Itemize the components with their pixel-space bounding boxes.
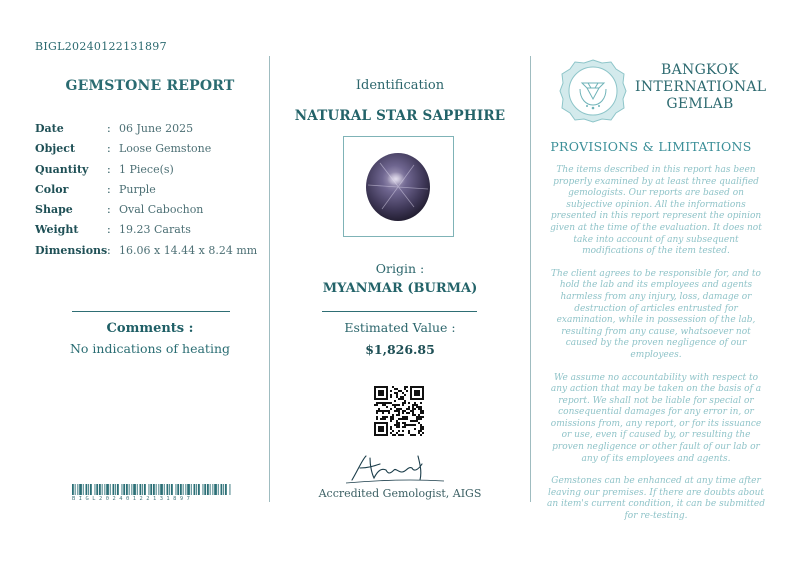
- star-sapphire-image: [344, 137, 453, 236]
- lab-name: [635, 62, 765, 113]
- lab-name-line: BANGKOK: [661, 62, 739, 78]
- barcode-icon: [72, 484, 232, 495]
- gemologist-signature-label: Accredited Gemologist, AIGS: [318, 487, 482, 500]
- detail-row-quantity: [35, 160, 265, 180]
- detail-row-shape: [35, 200, 265, 220]
- detail-label: Color: [35, 182, 69, 196]
- identification-label: Identification: [355, 78, 445, 93]
- detail-row-date: [35, 119, 265, 139]
- provisions-paragraph: The client agrees to be responsible for, and to hold the lab and its employees and agents harmless from any injury, loss, damage or destruction of articles entrusted for examination, while in possession of the lab, resulting from any cause, whatsoever not caused by the proven negligence of our employees.: [551, 268, 761, 360]
- provisions-paragraph: The items described in this report has been properly examined by at least three qualified gemologists. Our reports are based on subjective opinion. All the informations presented in this report represent the opinion given at the time of the evaluation. It does not take into account of any subsequent modifications of the item tested.: [550, 165, 762, 257]
- detail-row-object: [35, 139, 265, 159]
- gemlab-seal-icon: [558, 57, 628, 125]
- detail-value: 19.23 Carats: [119, 223, 191, 237]
- detail-colon: :: [107, 122, 111, 135]
- provisions-text: [545, 165, 767, 534]
- detail-label: Weight: [35, 223, 79, 237]
- origin-value: MYANMAR (BURMA): [322, 281, 478, 296]
- detail-row-weight: [35, 220, 265, 240]
- estimated-value: $1,826.85: [365, 342, 435, 357]
- lab-name-line: INTERNATIONAL: [635, 79, 767, 95]
- provisions-paragraph: Gemstones can be enhanced at any time after leaving our premises. If there are doubts about an item's current condition, it can be submitted for re-testing.: [547, 476, 765, 522]
- detail-colon: :: [107, 203, 111, 217]
- detail-label: Dimensions: [35, 243, 108, 257]
- stone-name: NATURAL STAR SAPPHIRE: [294, 108, 506, 124]
- qr-code-icon: [374, 386, 424, 436]
- detail-colon: :: [107, 142, 111, 156]
- origin-divider: [322, 311, 477, 312]
- detail-colon: :: [107, 182, 111, 196]
- detail-row-dimensions: [35, 241, 265, 261]
- detail-colon: :: [107, 243, 111, 257]
- detail-value: Purple: [119, 182, 156, 196]
- barcode-text: BIGL20240122131897: [72, 496, 194, 502]
- divider-right: [530, 56, 531, 502]
- stone-photo-frame: [343, 136, 454, 237]
- detail-label: Shape: [35, 203, 73, 217]
- detail-label: Date: [35, 122, 64, 135]
- details-list: [35, 119, 265, 261]
- estimated-value-label: Estimated Value :: [344, 320, 456, 335]
- comments-divider: [72, 311, 230, 312]
- report-title: GEMSTONE REPORT: [65, 78, 235, 94]
- detail-label: Quantity: [35, 162, 89, 176]
- detail-colon: :: [107, 223, 111, 237]
- provisions-paragraph: We assume no accountability with respect to any action that may be taken on the basis of a report. We shall not be liable for special or consequential damages for any error in, or omissions from, any report, or for its issuance or use, even if caused by, or resulting the proven negligence or other fault of our lab or any of its employees and agents.: [550, 372, 762, 464]
- origin-label: Origin :: [375, 261, 425, 276]
- detail-value: 16.06 x 14.44 x 8.24 mm: [119, 243, 258, 257]
- detail-value: 06 June 2025: [119, 122, 194, 135]
- comments-title: Comments :: [106, 321, 194, 336]
- barcode: [72, 484, 232, 502]
- detail-value: 1 Piece(s): [119, 162, 174, 176]
- lab-name-line: GEMLAB: [666, 96, 734, 112]
- detail-label: Object: [35, 142, 76, 156]
- signature-icon: [340, 450, 450, 486]
- detail-colon: :: [107, 162, 111, 176]
- detail-value: Oval Cabochon: [119, 203, 204, 217]
- report-id: BIGL20240122131897: [35, 40, 167, 53]
- provisions-title: PROVISIONS & LIMITATIONS: [550, 139, 752, 154]
- detail-row-color: [35, 180, 265, 200]
- detail-value: Loose Gemstone: [119, 142, 212, 156]
- comments-text: No indications of heating: [69, 341, 231, 356]
